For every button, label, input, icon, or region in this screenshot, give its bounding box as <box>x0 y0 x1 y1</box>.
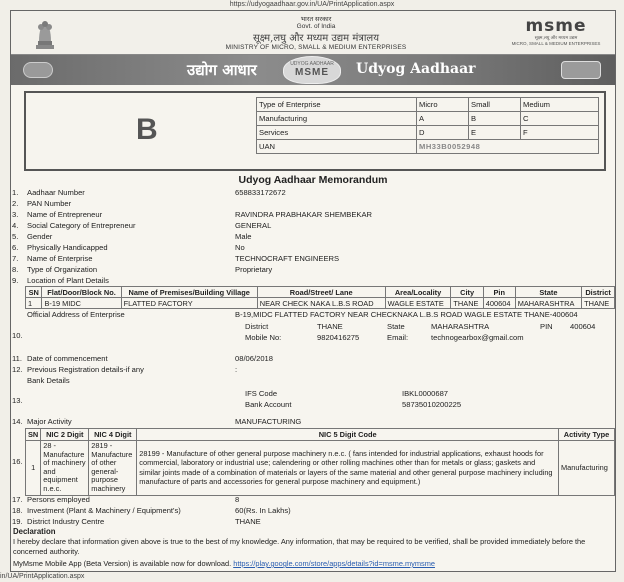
category-letter: B <box>136 113 158 146</box>
field-value: : <box>235 365 238 374</box>
browser-url-top: https://udyogaadhaar.gov.in/UA/PrintApplication.aspx <box>229 1 395 8</box>
banner-hindi-title: उद्योग आधार <box>187 61 257 79</box>
field-value: 60(Rs. In Lakhs) <box>235 506 291 515</box>
table-cell: 1 <box>26 298 42 309</box>
state-value: MAHARASHTRA <box>431 322 490 331</box>
table-row <box>26 298 615 309</box>
plant-location-table <box>25 286 615 309</box>
field-value: TECHNOCRAFT ENGINEERS <box>235 254 340 263</box>
table-cell: 28199 - Manufacture of other general purpose machinery n.e.c. ( fans intended for industrial applications, exhaust hoods for commercial, laboratory or industrial use; calendering or other rolling machines other than for metals or glass; gaskets and similar joints made of a combination of materials or layers of the same material and other general purpose machinery including manufacture of parts and accessories for general purpose machinery and equipment.) <box>137 441 559 496</box>
table-row <box>257 140 599 154</box>
table-cell: 2819 - Manufacture of other general-purpose machinery <box>89 441 137 496</box>
field-number: 6. <box>12 243 19 252</box>
field-label: Aadhaar Number <box>27 188 85 197</box>
table-cell: WAGLE ESTATE <box>385 298 451 309</box>
table-cell: MAHARASHTRA <box>515 298 581 309</box>
field-value: MANUFACTURING <box>235 417 302 426</box>
official-address-line: B-19,MIDC FLATTED FACTORY NEAR CHECKNAKA L.B.S ROAD WAGLE ESTATE THANE-400604 <box>235 310 578 319</box>
field-value: 8 <box>235 495 240 504</box>
field-value: 08/06/2018 <box>235 354 274 363</box>
bank-account-value: 58735010200225 <box>402 400 462 409</box>
table-header-row <box>26 429 615 441</box>
field-value: 658833172672 <box>235 188 286 197</box>
field-label: Gender <box>27 232 53 241</box>
declaration-text: I hereby declare that information given above is true to the best of my knowledge. Any information, that may be required to be verified, shall be provided immediately before the concerned authority. <box>13 537 586 556</box>
field-number: 11. <box>12 354 22 363</box>
field-number: 10. <box>12 331 23 340</box>
field-value: RAVINDRA PRABHAKAR SHEMBEKAR <box>235 210 373 219</box>
mobile-value: 9820416275 <box>317 333 360 342</box>
table-header-cell: Activity Type <box>559 429 615 441</box>
state-label: State <box>387 322 405 331</box>
district-value: THANE <box>317 322 343 331</box>
ifs-value: IBKL0000687 <box>402 389 449 398</box>
bank-account-label: Bank Account <box>245 400 292 409</box>
table-header-cell: SN <box>26 287 42 298</box>
national-emblem-icon <box>31 15 59 51</box>
msme-logo-mark: msme <box>525 16 587 36</box>
table-cell: NEAR CHECK NAKA L.B.S ROAD <box>257 298 385 309</box>
field-label: Social Category of Entrepreneur <box>27 221 136 230</box>
field-label: Name of Entrepreneur <box>27 210 103 219</box>
field-value: THANE <box>235 517 261 526</box>
pin-value: 400604 <box>570 322 596 331</box>
table-header-cell: State <box>515 287 581 298</box>
msme-seal-icon <box>283 56 341 84</box>
field-number: 17. <box>12 495 23 504</box>
field-label: District Industry Centre <box>27 517 105 526</box>
mobile-app-notice <box>13 559 435 568</box>
email-value: technogearbox@gmail.com <box>431 333 524 342</box>
table-header-cell: SN <box>26 429 41 441</box>
banner-english-title: Udyog Aadhaar <box>356 61 476 77</box>
field-label: Location of Plant Details <box>27 276 109 285</box>
table-cell: Services <box>257 126 417 140</box>
field-number: 1. <box>12 188 19 197</box>
mobile-app-text: MyMsme Mobile App (Beta Version) is available now for download. <box>13 559 232 568</box>
table-row <box>257 98 599 112</box>
seal-top-text: UDYOG AADHAAR <box>290 61 334 67</box>
field-value: Male <box>235 232 252 241</box>
field-number: 18. <box>12 506 23 515</box>
table-header-cell: Pin <box>483 287 515 298</box>
table-header-cell: NIC 5 Digit Code <box>137 429 559 441</box>
mobile-label: Mobile No: <box>245 333 282 342</box>
table-cell: FLATTED FACTORY <box>121 298 257 309</box>
field-value: No <box>235 243 245 252</box>
table-cell: C <box>521 112 599 126</box>
table-header-cell: City <box>451 287 483 298</box>
digital-india-logo-icon <box>23 62 53 78</box>
table-header-cell: Flat/Door/Block No. <box>42 287 121 298</box>
table-header-cell: Name of Premises/Building Village <box>121 287 257 298</box>
bank-details-label: Bank Details <box>27 376 70 385</box>
msme-logo <box>511 17 601 46</box>
field-number: 12. <box>12 365 23 374</box>
msme-logo-hindi: सूक्ष्म,लघु और मध्यम उद्यम <box>534 35 578 40</box>
field-value: GENERAL <box>235 221 272 230</box>
field-number: 9. <box>12 276 19 285</box>
table-header-cell: NIC 2 Digit <box>41 429 89 441</box>
table-header-cell: Micro <box>417 98 469 112</box>
field-label: PAN Number <box>27 199 72 208</box>
uan-label: UAN <box>257 140 417 154</box>
field-number: 7. <box>12 254 19 263</box>
table-header-cell: Medium <box>521 98 599 112</box>
udyog-aadhaar-banner <box>11 55 615 85</box>
field-label: Date of commencement <box>27 354 108 363</box>
email-label: Email: <box>387 333 409 342</box>
msme-logo-subtitle: MICRO, SMALL & MEDIUM ENTERPRISES <box>511 41 601 46</box>
field-label: Previous Registration details-if any <box>27 365 144 374</box>
table-cell: E <box>469 126 521 140</box>
table-cell: 28 - Manufacture of machinery and equipment n.e.c. <box>41 441 89 496</box>
table-header-cell: Small <box>469 98 521 112</box>
table-cell: Manufacturing <box>559 441 615 496</box>
field-number: 14. <box>12 417 23 426</box>
field-number: 5. <box>12 232 19 241</box>
nic-activity-table <box>25 428 615 496</box>
ministry-name: MINISTRY OF MICRO, SMALL & MEDIUM ENTERPRISES <box>225 44 407 51</box>
field-value: Proprietary <box>235 265 273 274</box>
field-label: Major Activity <box>27 417 72 426</box>
declaration-title: Declaration <box>13 527 56 536</box>
table-header-cell: Type of Enterprise <box>257 98 417 112</box>
table-cell: A <box>417 112 469 126</box>
seal-text: MSME <box>295 67 329 78</box>
field-number: 13. <box>12 396 23 405</box>
ifs-label: IFS Code <box>245 389 278 398</box>
government-header <box>11 11 615 55</box>
table-cell: 400604 <box>483 298 515 309</box>
print-sheet <box>10 10 616 572</box>
table-cell: THANE <box>451 298 483 309</box>
table-row <box>257 112 599 126</box>
table-header-cell: District <box>582 287 615 298</box>
field-label: Investment (Plant & Machinery / Equipment's) <box>27 506 181 515</box>
enterprise-type-table <box>256 97 599 154</box>
official-address-label: Official Address of Enterprise <box>27 310 125 319</box>
uan-value: MH33B0052948 <box>417 140 599 154</box>
pin-label: PIN <box>540 322 553 331</box>
field-number: 2. <box>12 199 19 208</box>
field-number: 4. <box>12 221 19 230</box>
memorandum-title: Udyog Aadhaar Memorandum <box>238 174 388 186</box>
hindi-ministry-text: सूक्ष्म,लघु और मध्यम उद्यम मंत्रालय <box>252 33 380 44</box>
field-label: Name of Enterprise <box>27 254 93 263</box>
table-cell: 1 <box>26 441 41 496</box>
make-in-india-logo-icon <box>561 61 601 79</box>
field-label: Physically Handicapped <box>27 243 108 252</box>
field-number: 3. <box>12 210 19 219</box>
table-cell: B <box>469 112 521 126</box>
table-cell: F <box>521 126 599 140</box>
field-number: 19. <box>12 517 23 526</box>
field-label: Type of Organization <box>27 265 98 274</box>
hindi-gov-text: भारत सरकार <box>300 16 332 23</box>
table-cell: Manufacturing <box>257 112 417 126</box>
district-label: District <box>245 322 269 331</box>
field-number: 8. <box>12 265 19 274</box>
field-number: 16. <box>12 457 23 466</box>
table-header-cell: Area/Locality <box>385 287 451 298</box>
table-cell: B-19 MIDC <box>42 298 121 309</box>
table-row <box>26 441 615 496</box>
browser-url-bottom: in/UA/PrintApplication.aspx <box>0 573 85 580</box>
table-header-row <box>26 287 615 298</box>
table-cell: THANE <box>582 298 615 309</box>
table-row <box>257 126 599 140</box>
gov-india-text: Govt. of India <box>296 23 336 30</box>
play-store-link[interactable]: https://play.google.com/store/apps/details?id=msme.mymsme <box>233 559 435 568</box>
table-cell: D <box>417 126 469 140</box>
enterprise-category-tile <box>24 91 606 171</box>
field-label: Persons employed <box>27 495 90 504</box>
table-header-cell: Road/Street/ Lane <box>257 287 385 298</box>
table-header-cell: NIC 4 Digit <box>89 429 137 441</box>
